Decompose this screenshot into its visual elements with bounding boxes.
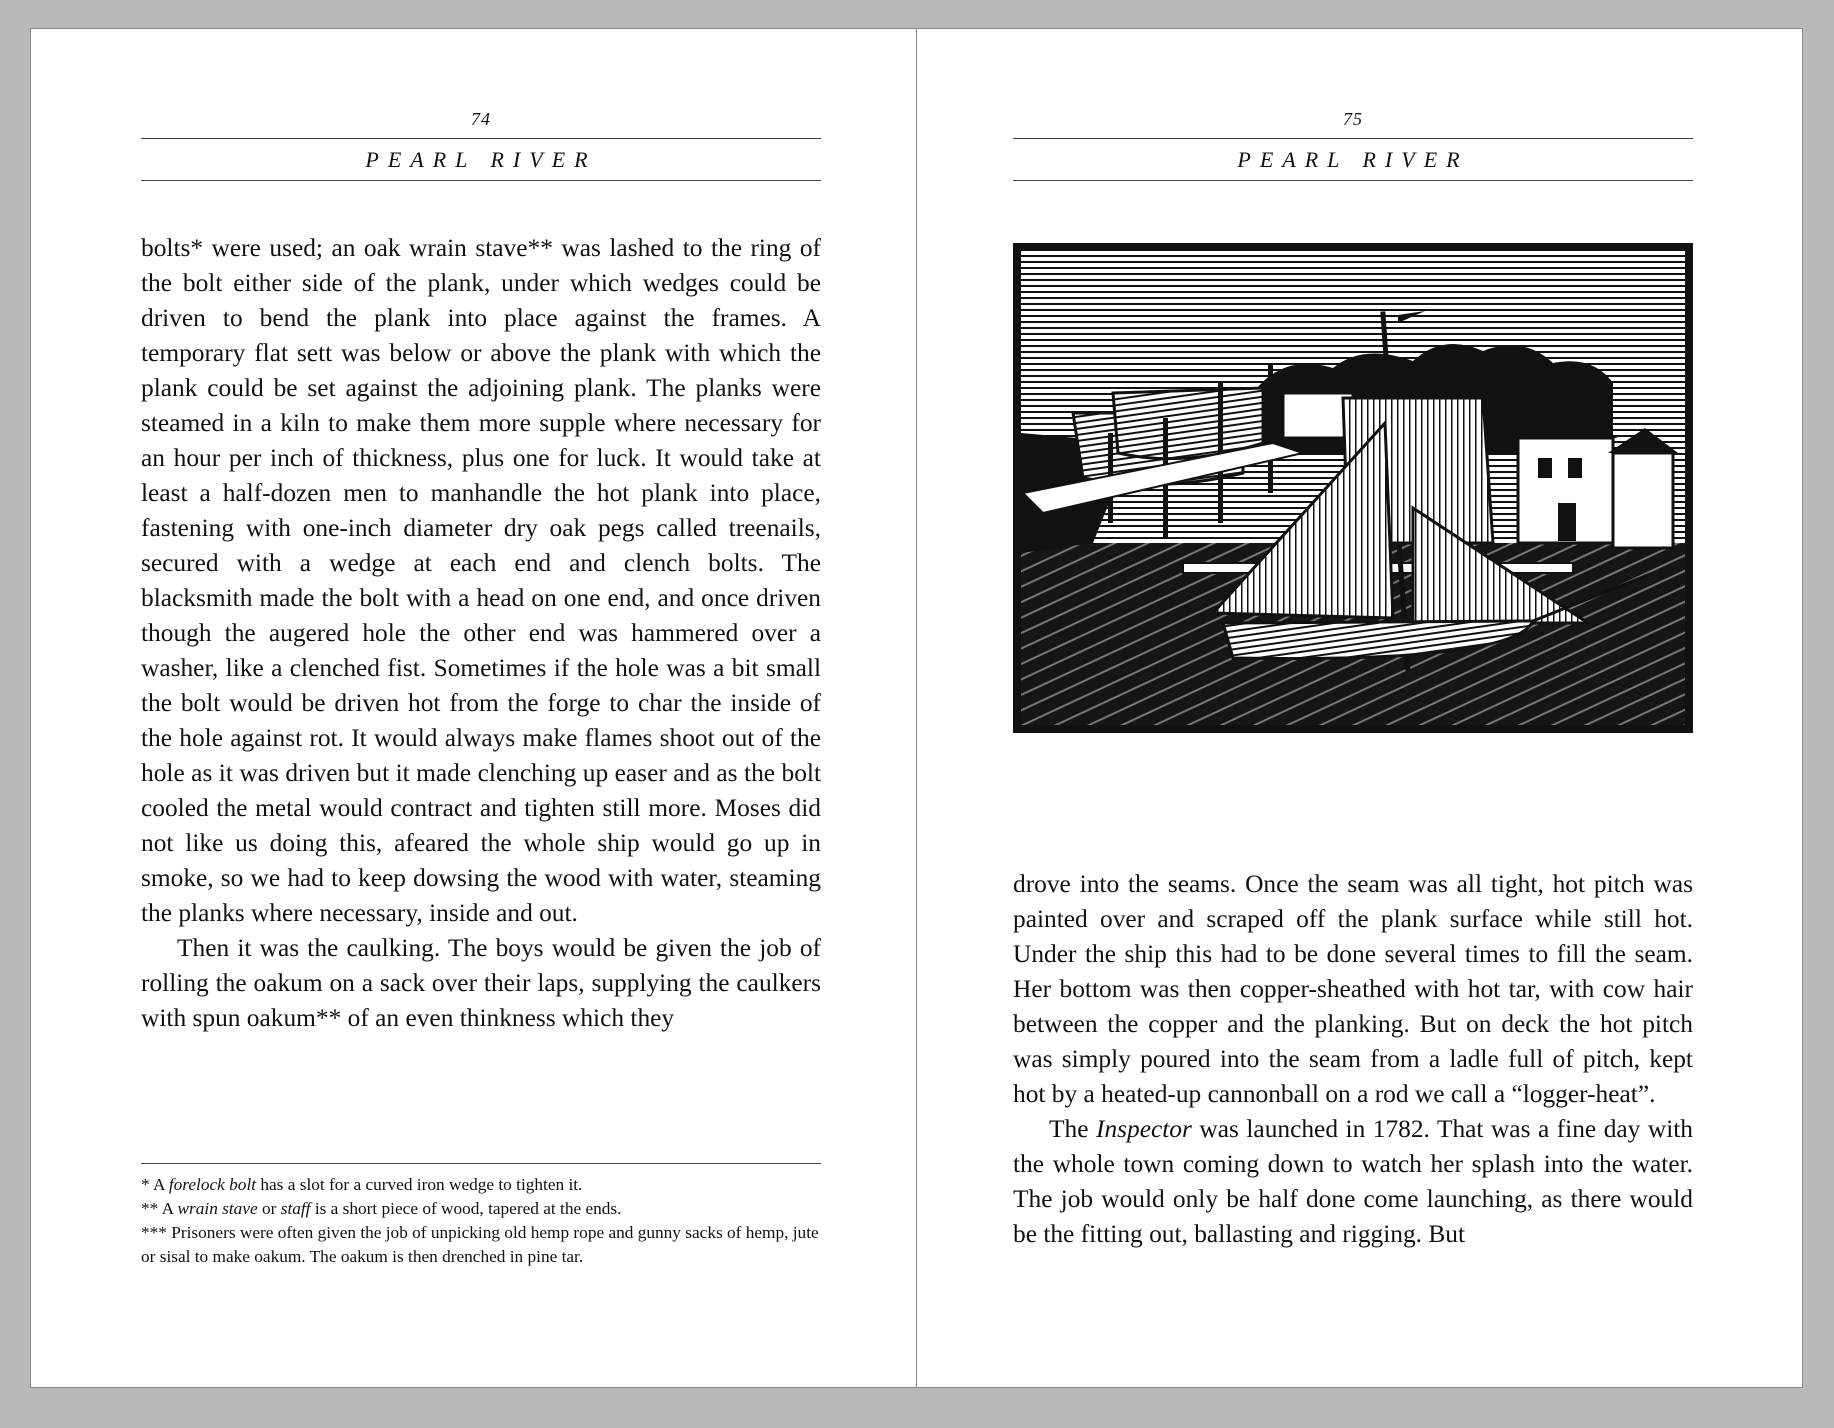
book-spread xyxy=(30,28,1803,1388)
footnote-term: staff xyxy=(280,1199,311,1218)
body-text xyxy=(141,231,821,1036)
footnote-text: has a slot for a curved iron wedge to tighten it. xyxy=(256,1175,583,1194)
paragraph: drove into the seams. Once the seam was all tight, hot pitch was painted over and scraped off the plank surface while still hot. Under the ship this had to be done several times to fill the seam. Her bottom was then copper-sheathed with hot tar, with cow hair between the copper and the planking. But on deck the hot pitch was simply poured into the seam from a ladle full of pitch, kept hot by a heated-up cannonball on a rod we call a “logger-heat”. xyxy=(1013,870,1693,1108)
page-number: 74 xyxy=(471,109,491,129)
header-rule-bottom xyxy=(141,180,821,181)
footnote-marker: * A xyxy=(141,1175,169,1194)
right-page xyxy=(1013,29,1693,1387)
footnote-term: forelock bolt xyxy=(168,1175,257,1194)
paragraph xyxy=(1013,1112,1693,1252)
footnotes xyxy=(141,1173,821,1269)
header-rule-top xyxy=(1013,138,1693,139)
footnote xyxy=(141,1197,821,1221)
footnote: *** Prisoners were often given the job of unpicking old hemp rope and gunny sacks of hemp, jute or sisal to make oakum. The oakum is then drenched in pine tar. xyxy=(141,1223,819,1266)
footnote-marker: ** A xyxy=(141,1199,178,1218)
page-number: 75 xyxy=(1343,109,1363,129)
paragraph-text: The xyxy=(1049,1115,1096,1143)
header-rule-top xyxy=(141,138,821,139)
body-text xyxy=(1013,867,1693,1252)
footnote-term: wrain stave xyxy=(177,1199,258,1218)
paragraph-text: was launched in 1782. That was a fine day with the whole town coming down to watch her splash into the water. The job would only be half done come launching, as there would be the fitting out, ballasting and rigging. But xyxy=(1013,1115,1693,1248)
footnote xyxy=(141,1173,821,1197)
footnote-text: or xyxy=(257,1199,281,1218)
paragraph: Then it was the caulking. The boys would be given the job of rolling the oakum on a sack over their laps, supplying the caulkers with spun oakum** of an even thinkness which they xyxy=(141,934,821,1032)
left-page xyxy=(141,29,821,1387)
footnote-rule xyxy=(141,1163,821,1164)
footnote-text: is a short piece of wood, tapered at the ends. xyxy=(310,1199,622,1218)
shipyard-woodcut-image xyxy=(1013,243,1693,733)
running-head: PEARL RIVER xyxy=(1237,147,1469,172)
header-rule-bottom xyxy=(1013,180,1693,181)
gutter xyxy=(916,29,917,1387)
running-head: PEARL RIVER xyxy=(365,147,597,172)
paragraph: bolts* were used; an oak wrain stave** was lashed to the ring of the bolt either side of the plank, under which wedges could be driven to bend the plank into place against the frames. A temporary flat sett was below or above the plank with which the plank could be set against the adjoining plank. The planks were steamed in a kiln to make them more supple where necessary for an hour per inch of thickness, plus one for luck. It would take at least a half-dozen men to manhandle the hot plank into place, fastening with one-inch diameter dry oak pegs called treenails, secured with a wedge at each end and clench bolts. The blacksmith made the bolt with a head on one end, and once driven though the augered hole the other end was hammered over a washer, like a clenched fist. Sometimes if the hole was a bit small the bolt would be driven hot from the forge to char the inside of the hole against rot. It would always make flames shoot out of the hole as it was driven but it made clenching up easer and as the bolt cooled the metal would contract and tighten still more. Moses did not like us doing this, afeared the whole ship would go up in smoke, so we had to keep dowsing the wood with water, steaming the planks where necessary, inside and out. xyxy=(141,234,821,927)
woodcut-illustration xyxy=(1013,243,1693,733)
ship-name: Inspector xyxy=(1095,1115,1192,1143)
